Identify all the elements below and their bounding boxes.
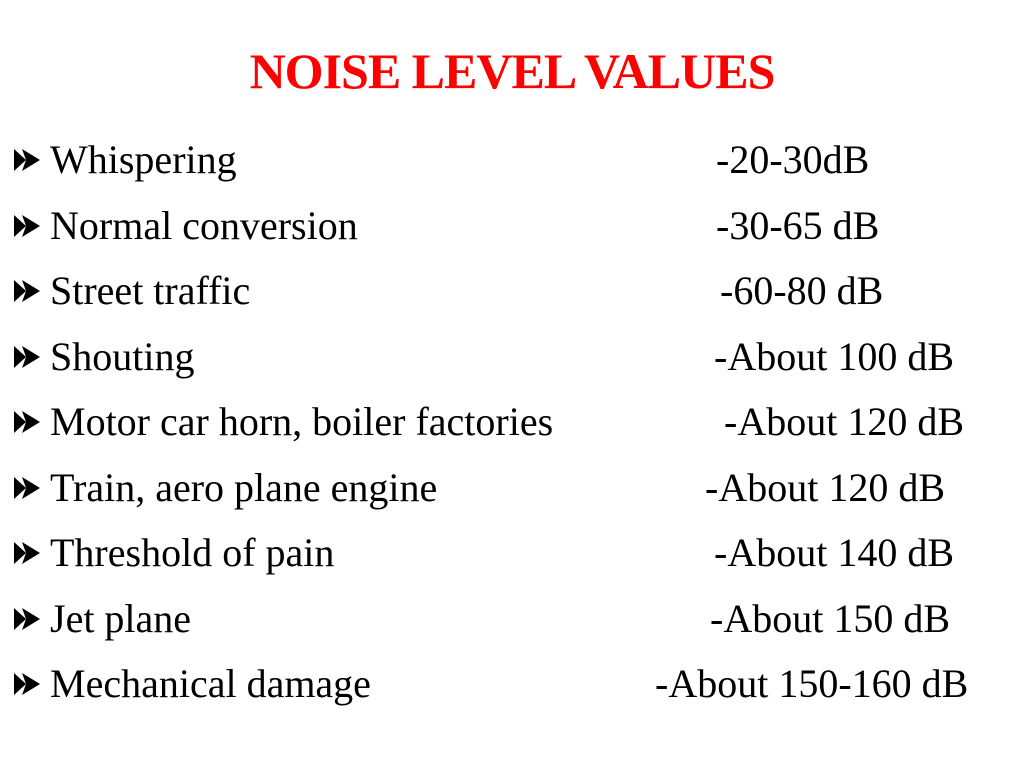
- list-item: [0, 389, 1024, 455]
- arrow-bullet-icon: [10, 324, 46, 390]
- item-name: Threshold of pain: [50, 530, 335, 575]
- arrow-bullet-icon: [10, 651, 46, 717]
- arrow-bullet-icon: [10, 258, 46, 324]
- list-item: [0, 651, 1024, 717]
- arrow-bullet-icon: [10, 586, 46, 652]
- list-item: [0, 193, 1024, 259]
- item-value: -About 140 dB: [714, 530, 954, 575]
- item-value: -About 150-160 dB: [655, 661, 969, 706]
- item-value: -30-65 dB: [716, 202, 880, 248]
- arrow-bullet-icon: [10, 520, 46, 586]
- item-value: -About 120 dB: [705, 464, 945, 510]
- item-value: -20-30dB: [716, 137, 870, 182]
- item-name: Train, aero plane engine: [50, 464, 438, 510]
- list-item: [0, 586, 1024, 652]
- list-item: [0, 324, 1024, 390]
- arrow-bullet-icon: [10, 389, 46, 455]
- list-item: [0, 258, 1024, 324]
- item-name: Whispering: [50, 137, 237, 182]
- arrow-bullet-icon: [10, 193, 46, 259]
- item-value: -About 100 dB: [714, 333, 954, 379]
- item-name: Normal conversion: [50, 202, 358, 248]
- arrow-bullet-icon: [10, 127, 46, 193]
- item-name: Shouting: [50, 333, 195, 379]
- list-item: [0, 455, 1024, 521]
- list-item: [0, 127, 1024, 193]
- item-value: -About 150 dB: [710, 595, 950, 641]
- noise-level-list: [0, 127, 1024, 717]
- item-name: Mechanical damage: [50, 661, 371, 706]
- list-item: [0, 520, 1024, 586]
- item-name: Motor car horn, boiler factories: [50, 399, 554, 444]
- item-name: Street traffic: [50, 268, 251, 313]
- item-value: -60-80 dB: [720, 268, 884, 313]
- arrow-bullet-icon: [10, 455, 46, 521]
- slide-title: NOISE LEVEL VALUES: [249, 43, 775, 99]
- item-value: -About 120 dB: [724, 399, 964, 444]
- item-name: Jet plane: [50, 595, 192, 641]
